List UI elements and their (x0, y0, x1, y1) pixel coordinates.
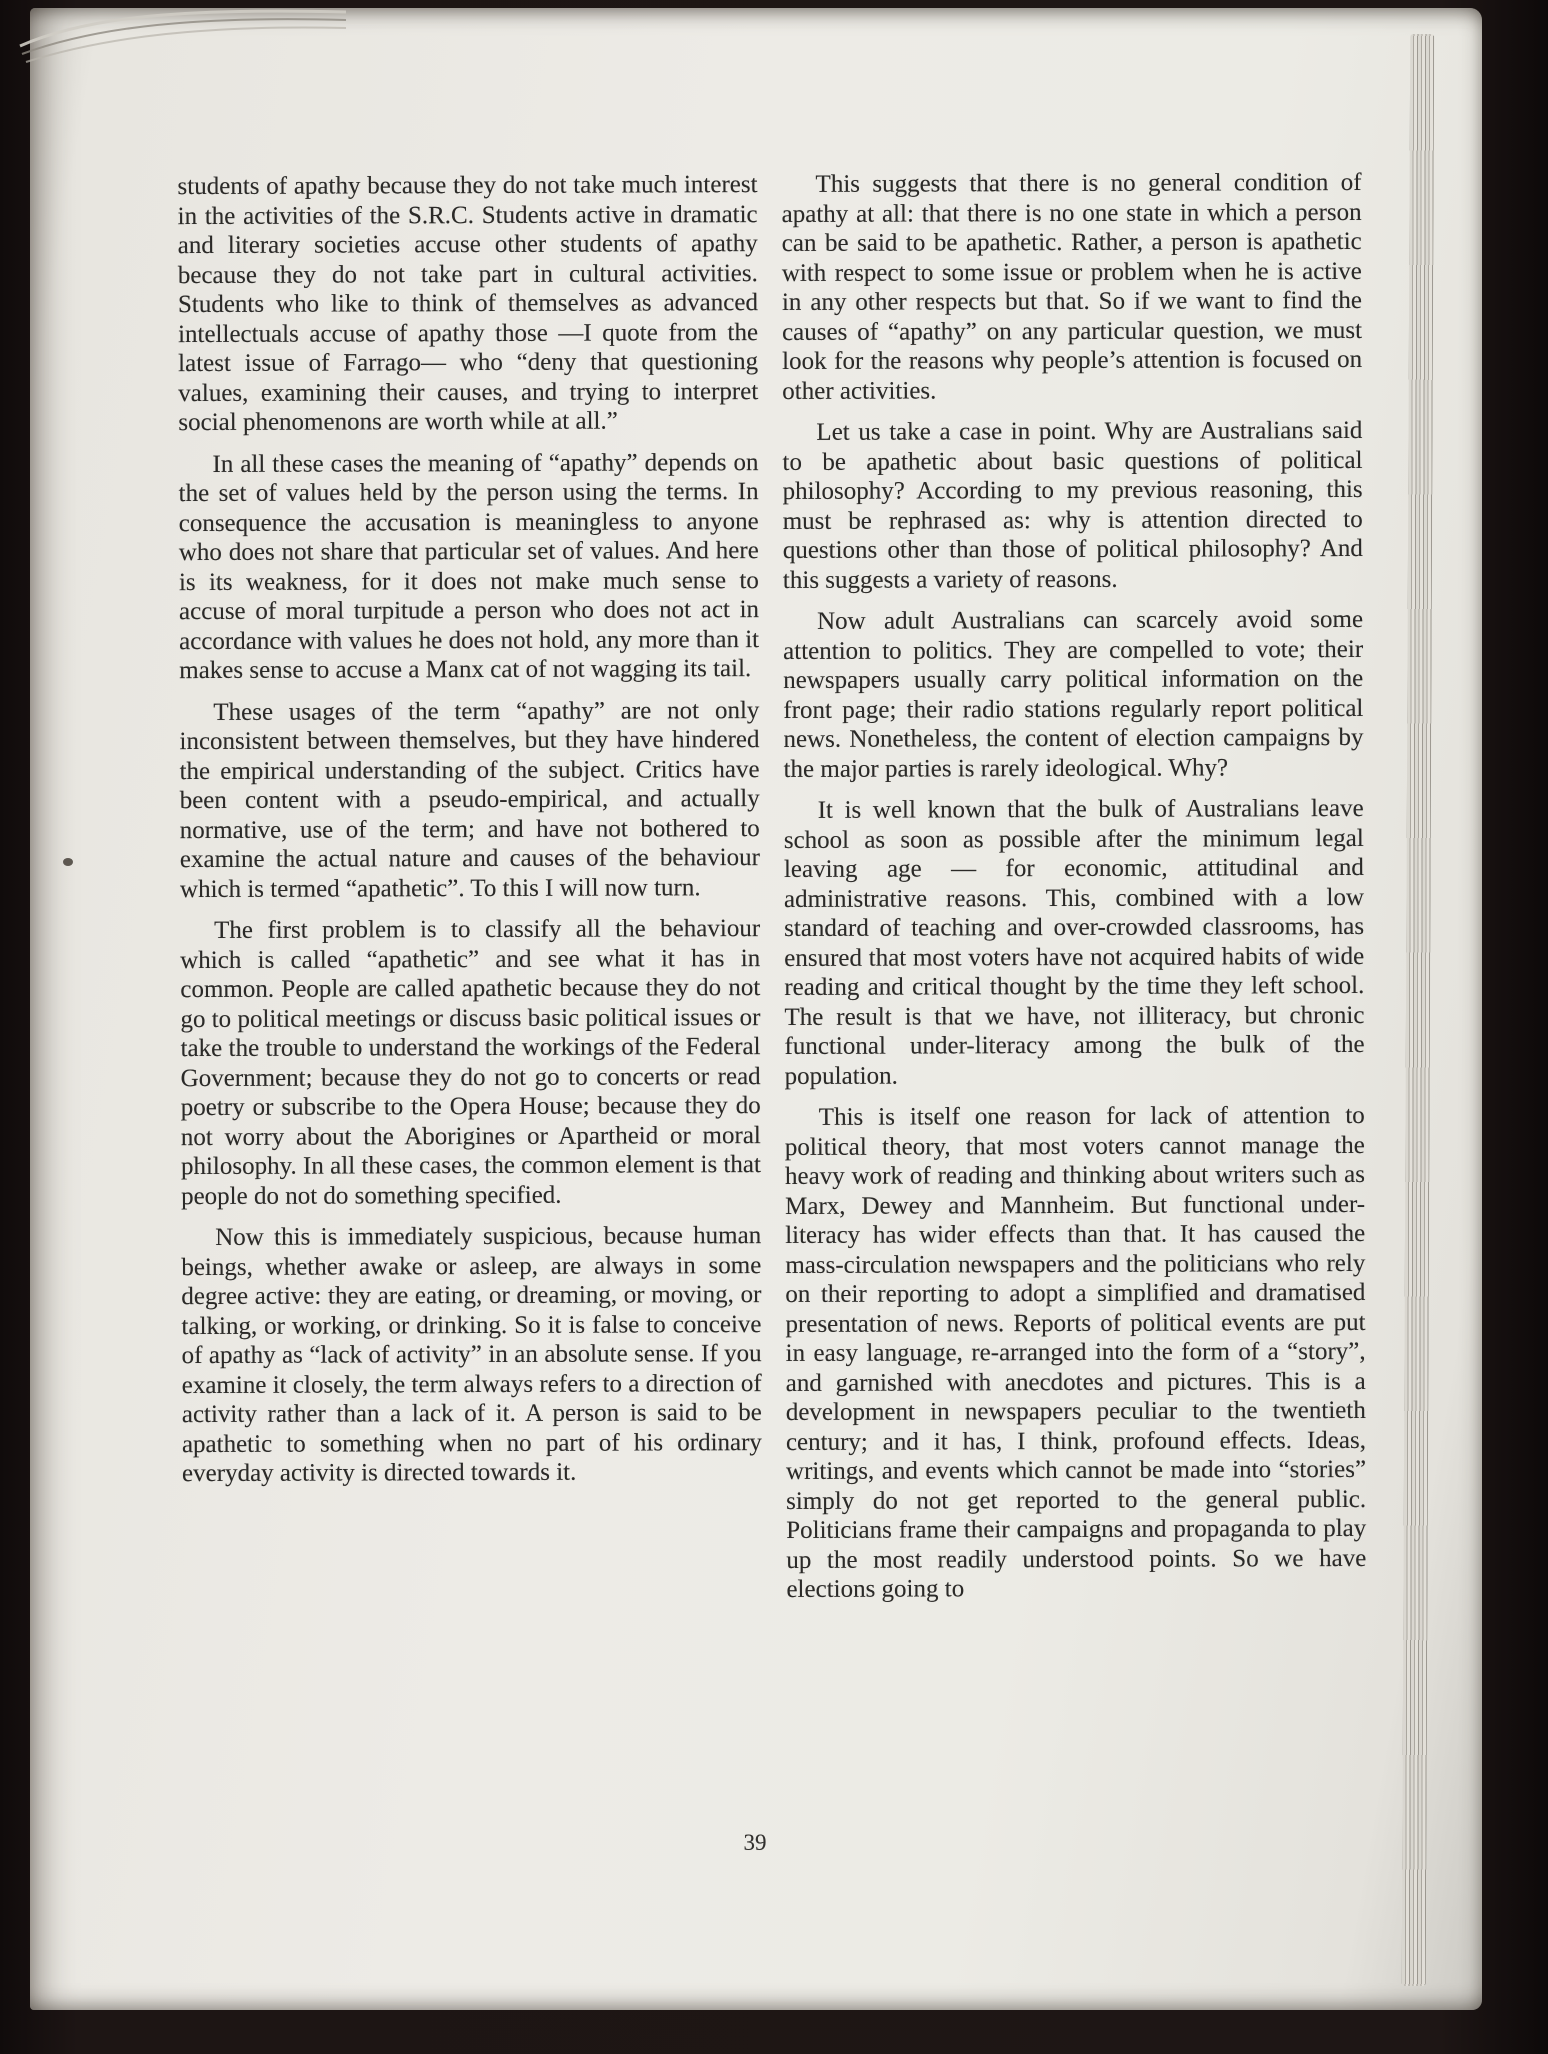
left-column (177, 170, 762, 1619)
paragraph: This suggests that there is no general condition of apathy at all: that there is no one state in which a person can be said to be apathetic. Rather, a person is apathetic with respect to some issue or problem when he is active in any other respects but that. So if we want to find the causes of “apathy” on any particular question, we must look for the reasons why people’s attention is focused on other activities. (781, 168, 1363, 405)
paragraph: Now this is immediately suspicious, because human beings, whether awake or asleep, are always in some degree active: they are eating, or dreaming, or moving, or talking, or working, or drinking. So it is false to conceive of apathy as “lack of activity” in an absolute sense. If you examine it closely, the term always refers to a direction of activity rather than a lack of it. A person is said to be apathetic to something when no part of his ordinary everyday activity is directed towards it. (181, 1222, 762, 1488)
paragraph: It is well known that the bulk of Australians leave school as soon as possible after the minimum legal leaving age — for economic, attitudinal and administrative reasons. This, combined with a low standard of teaching and over-crowded classrooms, has ensured that most voters have not acquired habits of wide reading and critical thought by the time they left school. The result is that we have, not illiteracy, but chronic functional under-literacy among the bulk of the population. (783, 794, 1365, 1090)
page-curl-decoration (18, 0, 348, 72)
right-column (781, 168, 1366, 1617)
paragraph: This is itself one reason for lack of attention to political theory, that most voters cannot manage the heavy work of reading and thinking about writers such as Marx, Dewey and Mannheim. But functional under-literacy has wider effects than that. It has caused the mass-circulation newspapers and the politicians who rely on their reporting to adopt a simplified and dramatised presentation of news. Reports of political events are put in easy language, re-arranged into the form of a “story”, and garnished with anecdotes and pictures. This is a development in newspapers peculiar to the twentieth century; and it has, I think, profound effects. Ideas, writings, and events which cannot be made into “stories” simply do not get reported to the general public. Politicians frame their campaigns and propaganda to play up the most readily understood points. So we have elections going to (784, 1101, 1367, 1603)
paragraph: students of apathy because they do not take much interest in the activities of the S.R.C. Students active in dramatic and literary societies accuse other students of apathy because they do not take part in cultural activities. Students who like to think of themselves as advanced intellectuals accuse of apathy those —I quote from the latest issue of Farrago— who “deny that questioning values, examining their causes, and trying to interpret social phenomenons are worth while at all.” (177, 171, 759, 437)
book-page (30, 8, 1482, 2010)
scan-blemish (63, 858, 73, 866)
paragraph: Let us take a case in point. Why are Australians said to be apathetic about basic questions of political philosophy? According to my previous reasoning, this must be rephrased as: why is attention directed to questions other than those of political philosophy? And this suggests a variety of reasons. (782, 416, 1363, 594)
paragraph: The first problem is to classify all the behaviour which is called “apathetic” and see what it has in common. People are called apathetic because they do not go to political meetings or discuss basic political issues or take the trouble to understand the workings of the Federal Government; because they do not go to concerts or read poetry or subscribe to the Opera House; because they do not worry about the Aborigines or Apartheid or moral philosophy. In all these cases, the common element is that people do not do something specified. (180, 915, 761, 1210)
paragraph: In all these cases the meaning of “apathy” depends on the set of values held by the person using the terms. In consequence the accusation is meaningless to anyone who does not share that particular set of values. And here is its weakness, for it does not make much sense to accuse of moral turpitude a person who does not act in accordance with values he does not hold, any more than it makes sense to accuse a Manx cat of not wagging its tail. (178, 448, 760, 685)
text-block (177, 168, 1366, 1619)
paragraph: These usages of the term “apathy” are not only inconsistent between themselves, but they have hindered the empirical understanding of the subject. Critics have been content with a pseudo-empirical, and actually normative, use of the term; and have not bothered to examine the actual nature and causes of the behaviour which is termed “apathetic”. To this I will now turn. (179, 696, 760, 903)
page-stack-edges (1402, 34, 1435, 1986)
page-number: 39 (743, 1830, 767, 1855)
paragraph: Now adult Australians can scarcely avoid some attention to politics. They are compelled to vote; their newspapers usually carry political information on the front page; their radio stations regularly report political news. Nonetheless, the content of election campaigns by the major parties is rarely ideological. Why? (783, 605, 1364, 783)
